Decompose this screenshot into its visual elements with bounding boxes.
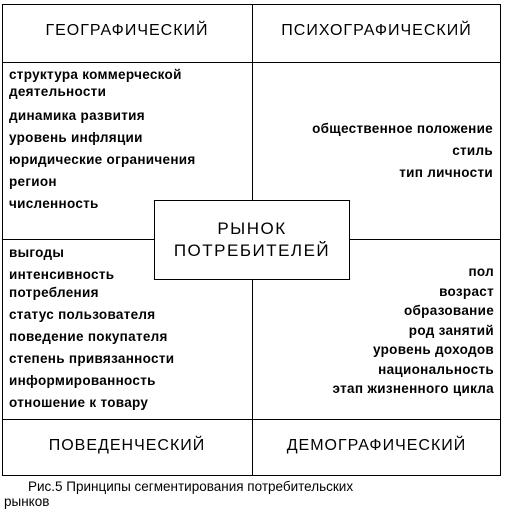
list-item: образование (403, 303, 494, 318)
caption-line2: рынков (4, 494, 50, 509)
list-item: деятельности (9, 84, 107, 99)
psychographic-factors-list (312, 118, 493, 184)
list-item: поведение покупателя (9, 329, 168, 344)
list-item: потребления (9, 285, 99, 300)
list-item: возраст (439, 283, 494, 299)
demographic-factors-list (333, 262, 494, 399)
list-item: интенсивность (9, 267, 115, 282)
list-item: отношение к товару (9, 395, 149, 410)
center-label-line1: РЫНОК (217, 219, 287, 238)
list-item: регион (9, 174, 57, 189)
list-item: общественное положение (312, 121, 493, 136)
list-item: выгоды (9, 245, 65, 260)
list-item: национальность (378, 361, 494, 377)
quadrant-title-psychographic: ПСИХОГРАФИЧЕСКИЙ (281, 22, 472, 39)
list-item: информированность (9, 373, 156, 388)
list-item: статус пользователя (9, 307, 156, 322)
quadrant-title-behavioral: ПОВЕДЕНЧЕСКИЙ (48, 437, 206, 454)
list-item: уровень инфляции (9, 130, 143, 145)
bottom-header-divider (2, 419, 501, 420)
list-item: юридические ограничения (9, 152, 196, 167)
list-item: этап жизненного цикла (332, 381, 494, 396)
list-item: пол (468, 264, 494, 279)
list-item: степень привязанности (9, 351, 175, 366)
caption-line1: Рис.5 Принципы сегментирования потребительских (28, 479, 354, 494)
list-item: тип личности (399, 165, 493, 180)
list-item: уровень доходов (373, 342, 494, 357)
behavioral-factors-list (9, 242, 174, 414)
quadrant-title-demographic: ДЕМОГРАФИЧЕСКИЙ (286, 437, 467, 454)
list-item: род занятий (408, 322, 494, 338)
list-item: динамика развития (9, 108, 145, 123)
figure-caption (4, 479, 498, 509)
list-item: численность (9, 196, 99, 211)
top-header-divider (2, 62, 501, 63)
consumer-market-box (154, 200, 350, 280)
list-item: структура коммерческой (9, 67, 182, 82)
quadrant-title-geographic: ГЕОГРАФИЧЕСКИЙ (45, 22, 209, 39)
list-item: стиль (452, 143, 493, 158)
center-label-line2: ПОТРЕБИТЕЛЕЙ (173, 241, 331, 260)
geographic-factors-list (9, 66, 196, 215)
